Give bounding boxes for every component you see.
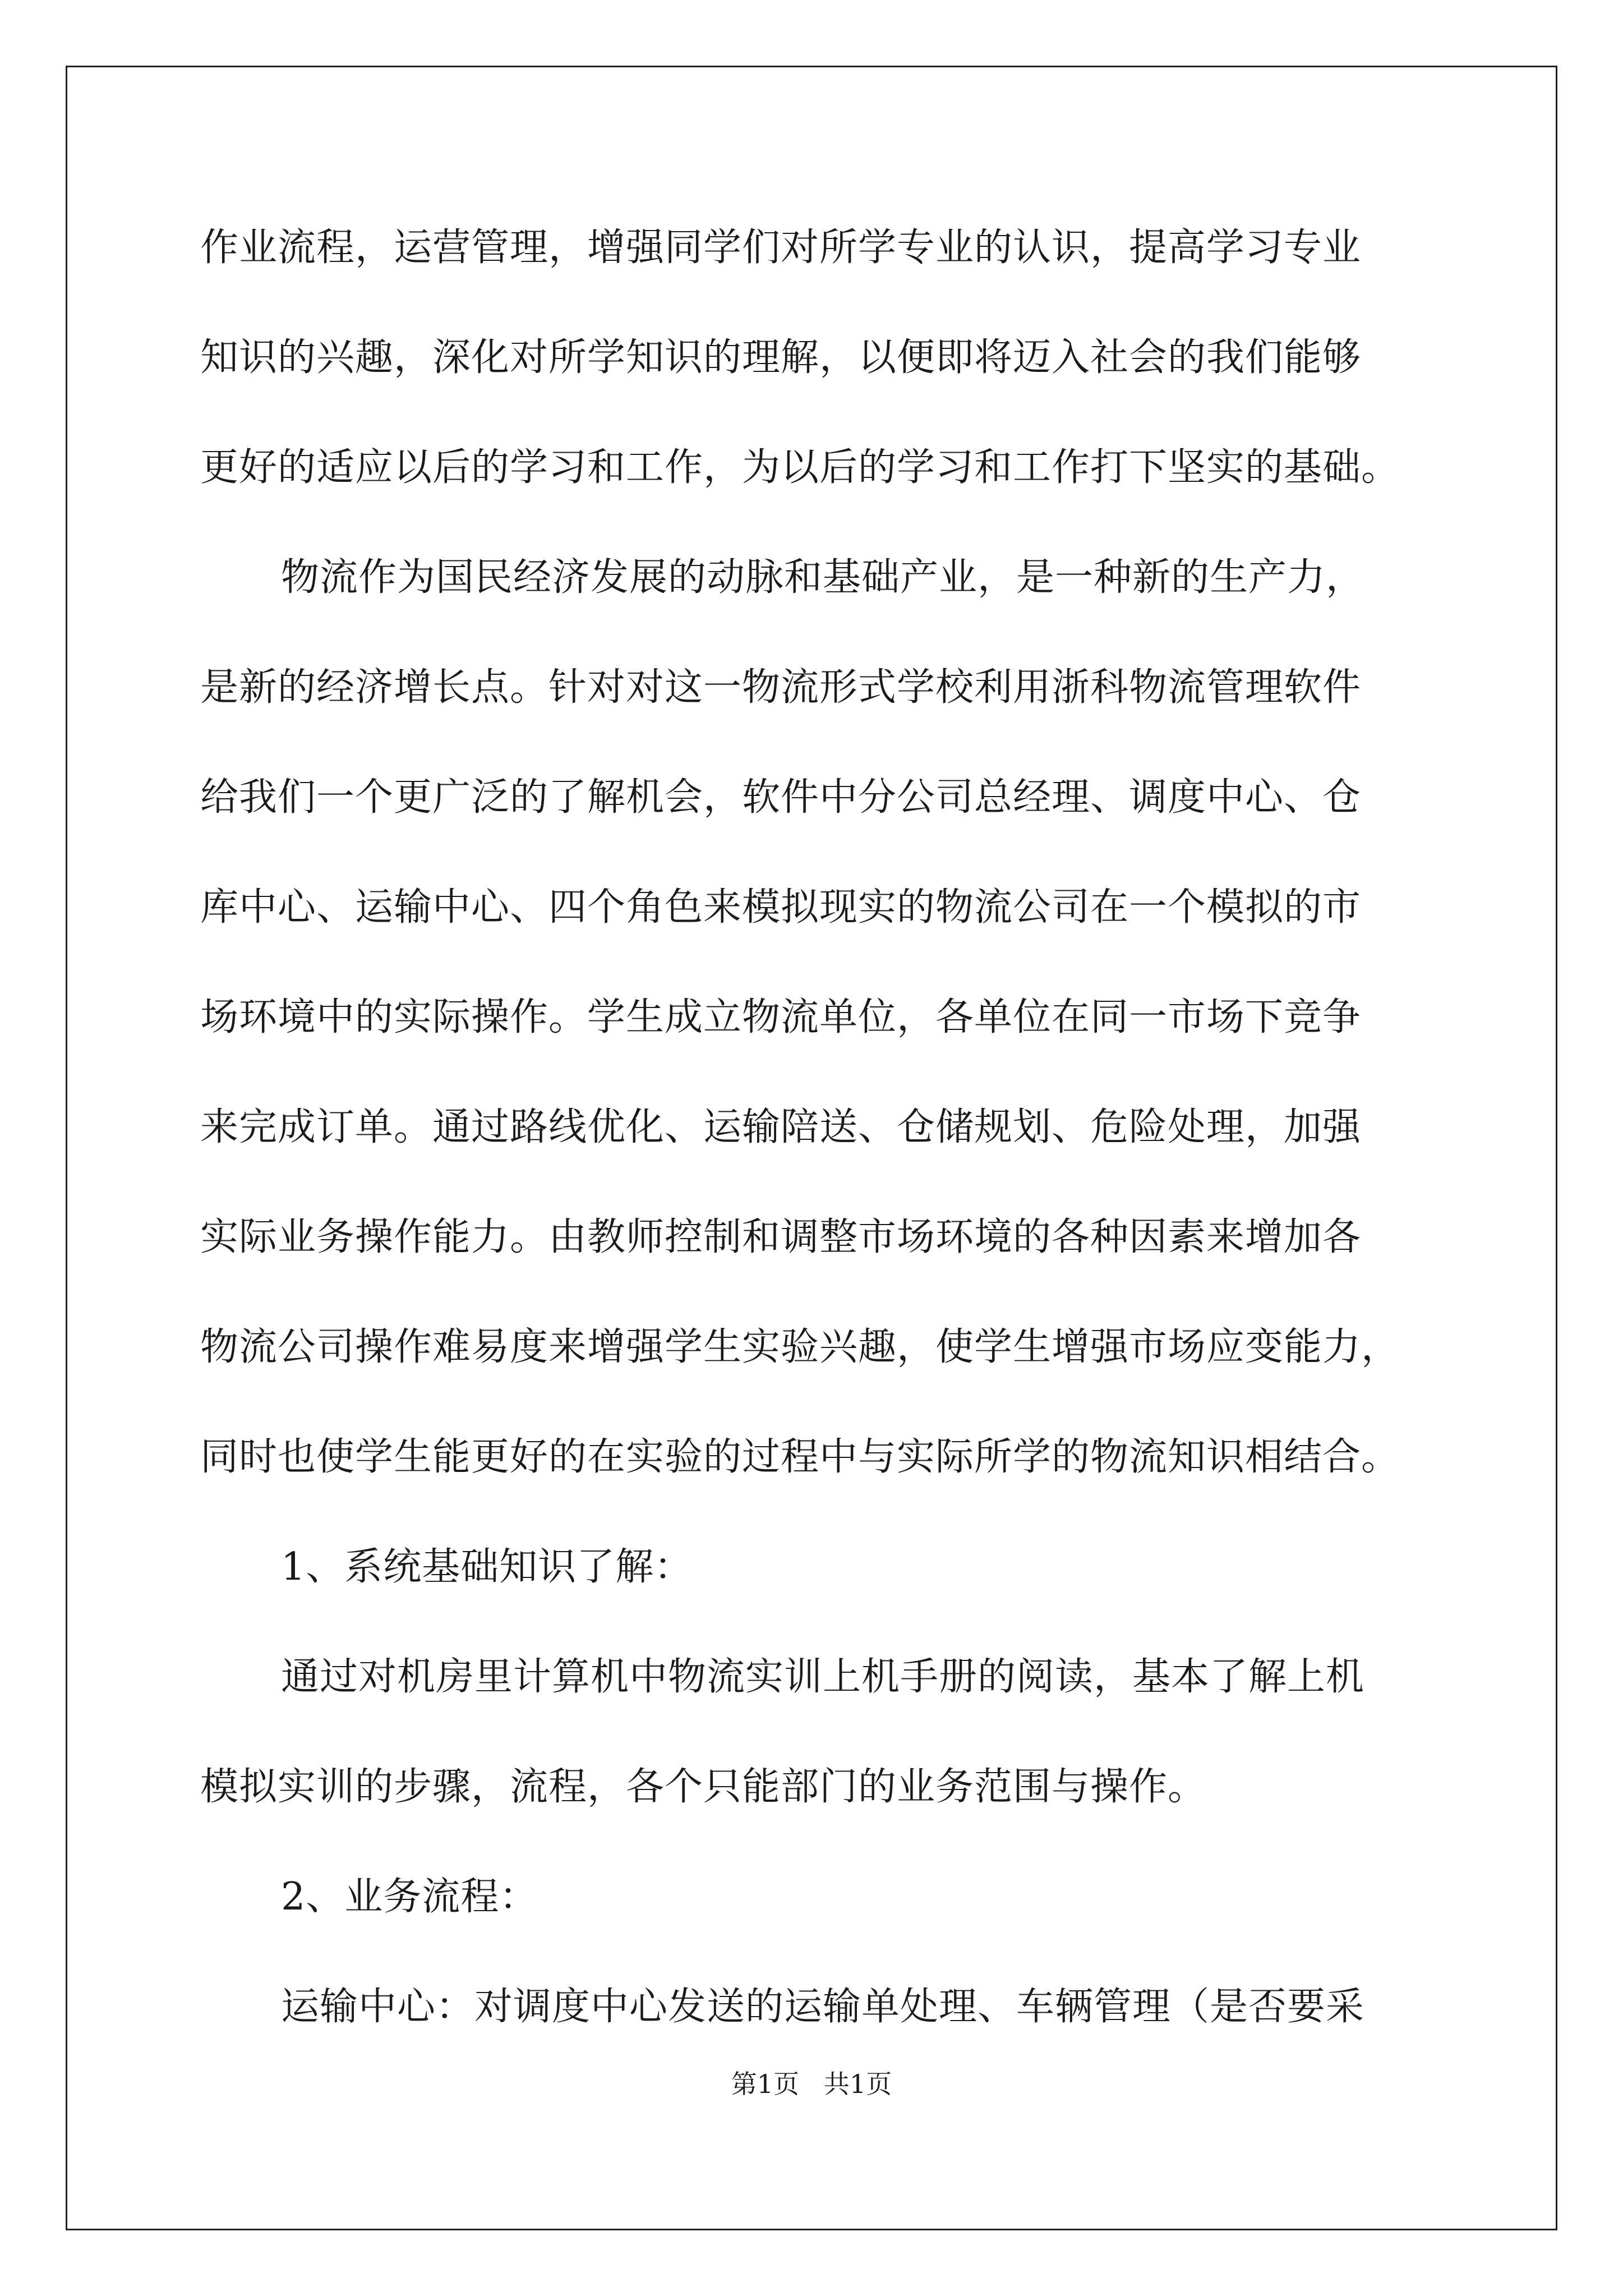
text-line: 实际业务操作能力。由教师控制和调整市场环境的各种因素来增加各 bbox=[200, 1215, 1362, 1259]
text-line: 更好的适应以后的学习和工作，为以后的学习和工作打下坚实的基础。 bbox=[200, 445, 1400, 490]
text-line: 来完成订单。通过路线优化、运输陪送、仓储规划、危险处理，加强 bbox=[200, 1105, 1362, 1149]
paragraph-start-line: 通过对机房里计算机中物流实训上机手册的阅读，基本了解上机 bbox=[281, 1655, 1365, 1699]
document-body bbox=[200, 211, 1434, 2081]
section-heading-1: 1、系统基础知识了解： bbox=[281, 1545, 693, 1589]
text-line: 作业流程，运营管理，增强同学们对所学专业的认识，提高学习专业 bbox=[200, 226, 1362, 270]
text-line: 给我们一个更广泛的了解机会，软件中分公司总经理、调度中心、仓 bbox=[200, 775, 1362, 820]
text-line: 模拟实训的步骤，流程，各个只能部门的业务范围与操作。 bbox=[200, 1765, 1207, 1809]
text-line: 同时也使学生能更好的在实验的过程中与实际所学的物流知识相结合。 bbox=[200, 1435, 1400, 1479]
text-line: 是新的经济增长点。针对对这一物流形式学校利用浙科物流管理软件 bbox=[200, 665, 1362, 710]
paragraph-start-line: 运输中心：对调度中心发送的运输单处理、车辆管理（是否要采 bbox=[281, 1985, 1365, 2029]
paragraph-start-line: 物流作为国民经济发展的动脉和基础产业，是一种新的生产力， bbox=[281, 555, 1365, 600]
text-line: 库中心、运输中心、四个角色来模拟现实的物流公司在一个模拟的市 bbox=[200, 885, 1362, 930]
page-footer: 第1页 共1页 bbox=[731, 2069, 892, 2099]
text-line: 知识的兴趣，深化对所学知识的理解，以便即将迈入社会的我们能够 bbox=[200, 335, 1362, 380]
text-line: 场环境中的实际操作。学生成立物流单位，各单位在同一市场下竞争 bbox=[200, 995, 1362, 1039]
section-heading-2: 2、业务流程： bbox=[281, 1875, 538, 1919]
text-line: 物流公司操作难易度来增强学生实验兴趣，使学生增强市场应变能力， bbox=[200, 1325, 1400, 1369]
